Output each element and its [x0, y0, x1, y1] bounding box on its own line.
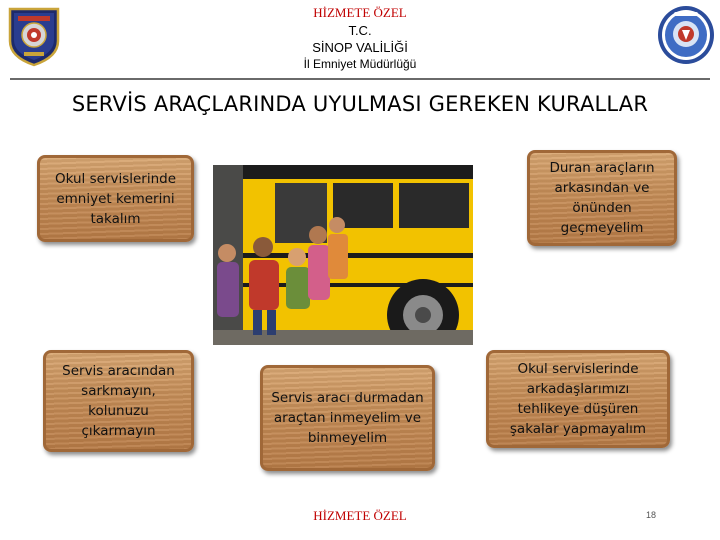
- header-valilik: SİNOP VALİLİĞİ: [312, 40, 408, 55]
- police-shield-icon: [656, 4, 716, 66]
- page-number: 18: [646, 510, 657, 520]
- rule-board-lean-out: [43, 350, 194, 452]
- rule-text: Servis aracından sarkmayın, kolunuzu çıkarmayın: [62, 363, 175, 439]
- header-rule: [10, 78, 710, 80]
- rule-board-jokes: [486, 350, 670, 448]
- footer-motto: HİZMETE ÖZEL: [313, 508, 407, 523]
- rule-board-board-stop: [260, 365, 435, 471]
- slide-title: SERVİS ARAÇLARINDA UYULMASI GEREKEN KURALLAR: [71, 92, 649, 116]
- header-tc: T.C.: [348, 23, 372, 38]
- rule-text: Duran araçların arkasından ve önünden geçmeyelim: [549, 160, 655, 236]
- rule-text: Okul servislerinde arkadaşlarımızı tehlikeye düşüren şakalar yapmayalım: [509, 361, 647, 437]
- rule-board-seatbelt: [37, 155, 194, 242]
- rule-text: Servis aracı durmadan araçtan inmeyelim ve binmeyelim: [271, 390, 424, 446]
- header-emniyet: İl Emniyet Müdürlüğü: [303, 57, 417, 71]
- rule-board-parked-vehicles: [527, 150, 677, 246]
- police-badge-icon: [6, 5, 62, 67]
- school-bus-children-photo: [213, 165, 473, 345]
- rule-text: Okul servislerinde emniyet kemerini takalım: [54, 170, 177, 227]
- header-motto: HİZMETE ÖZEL: [313, 5, 407, 20]
